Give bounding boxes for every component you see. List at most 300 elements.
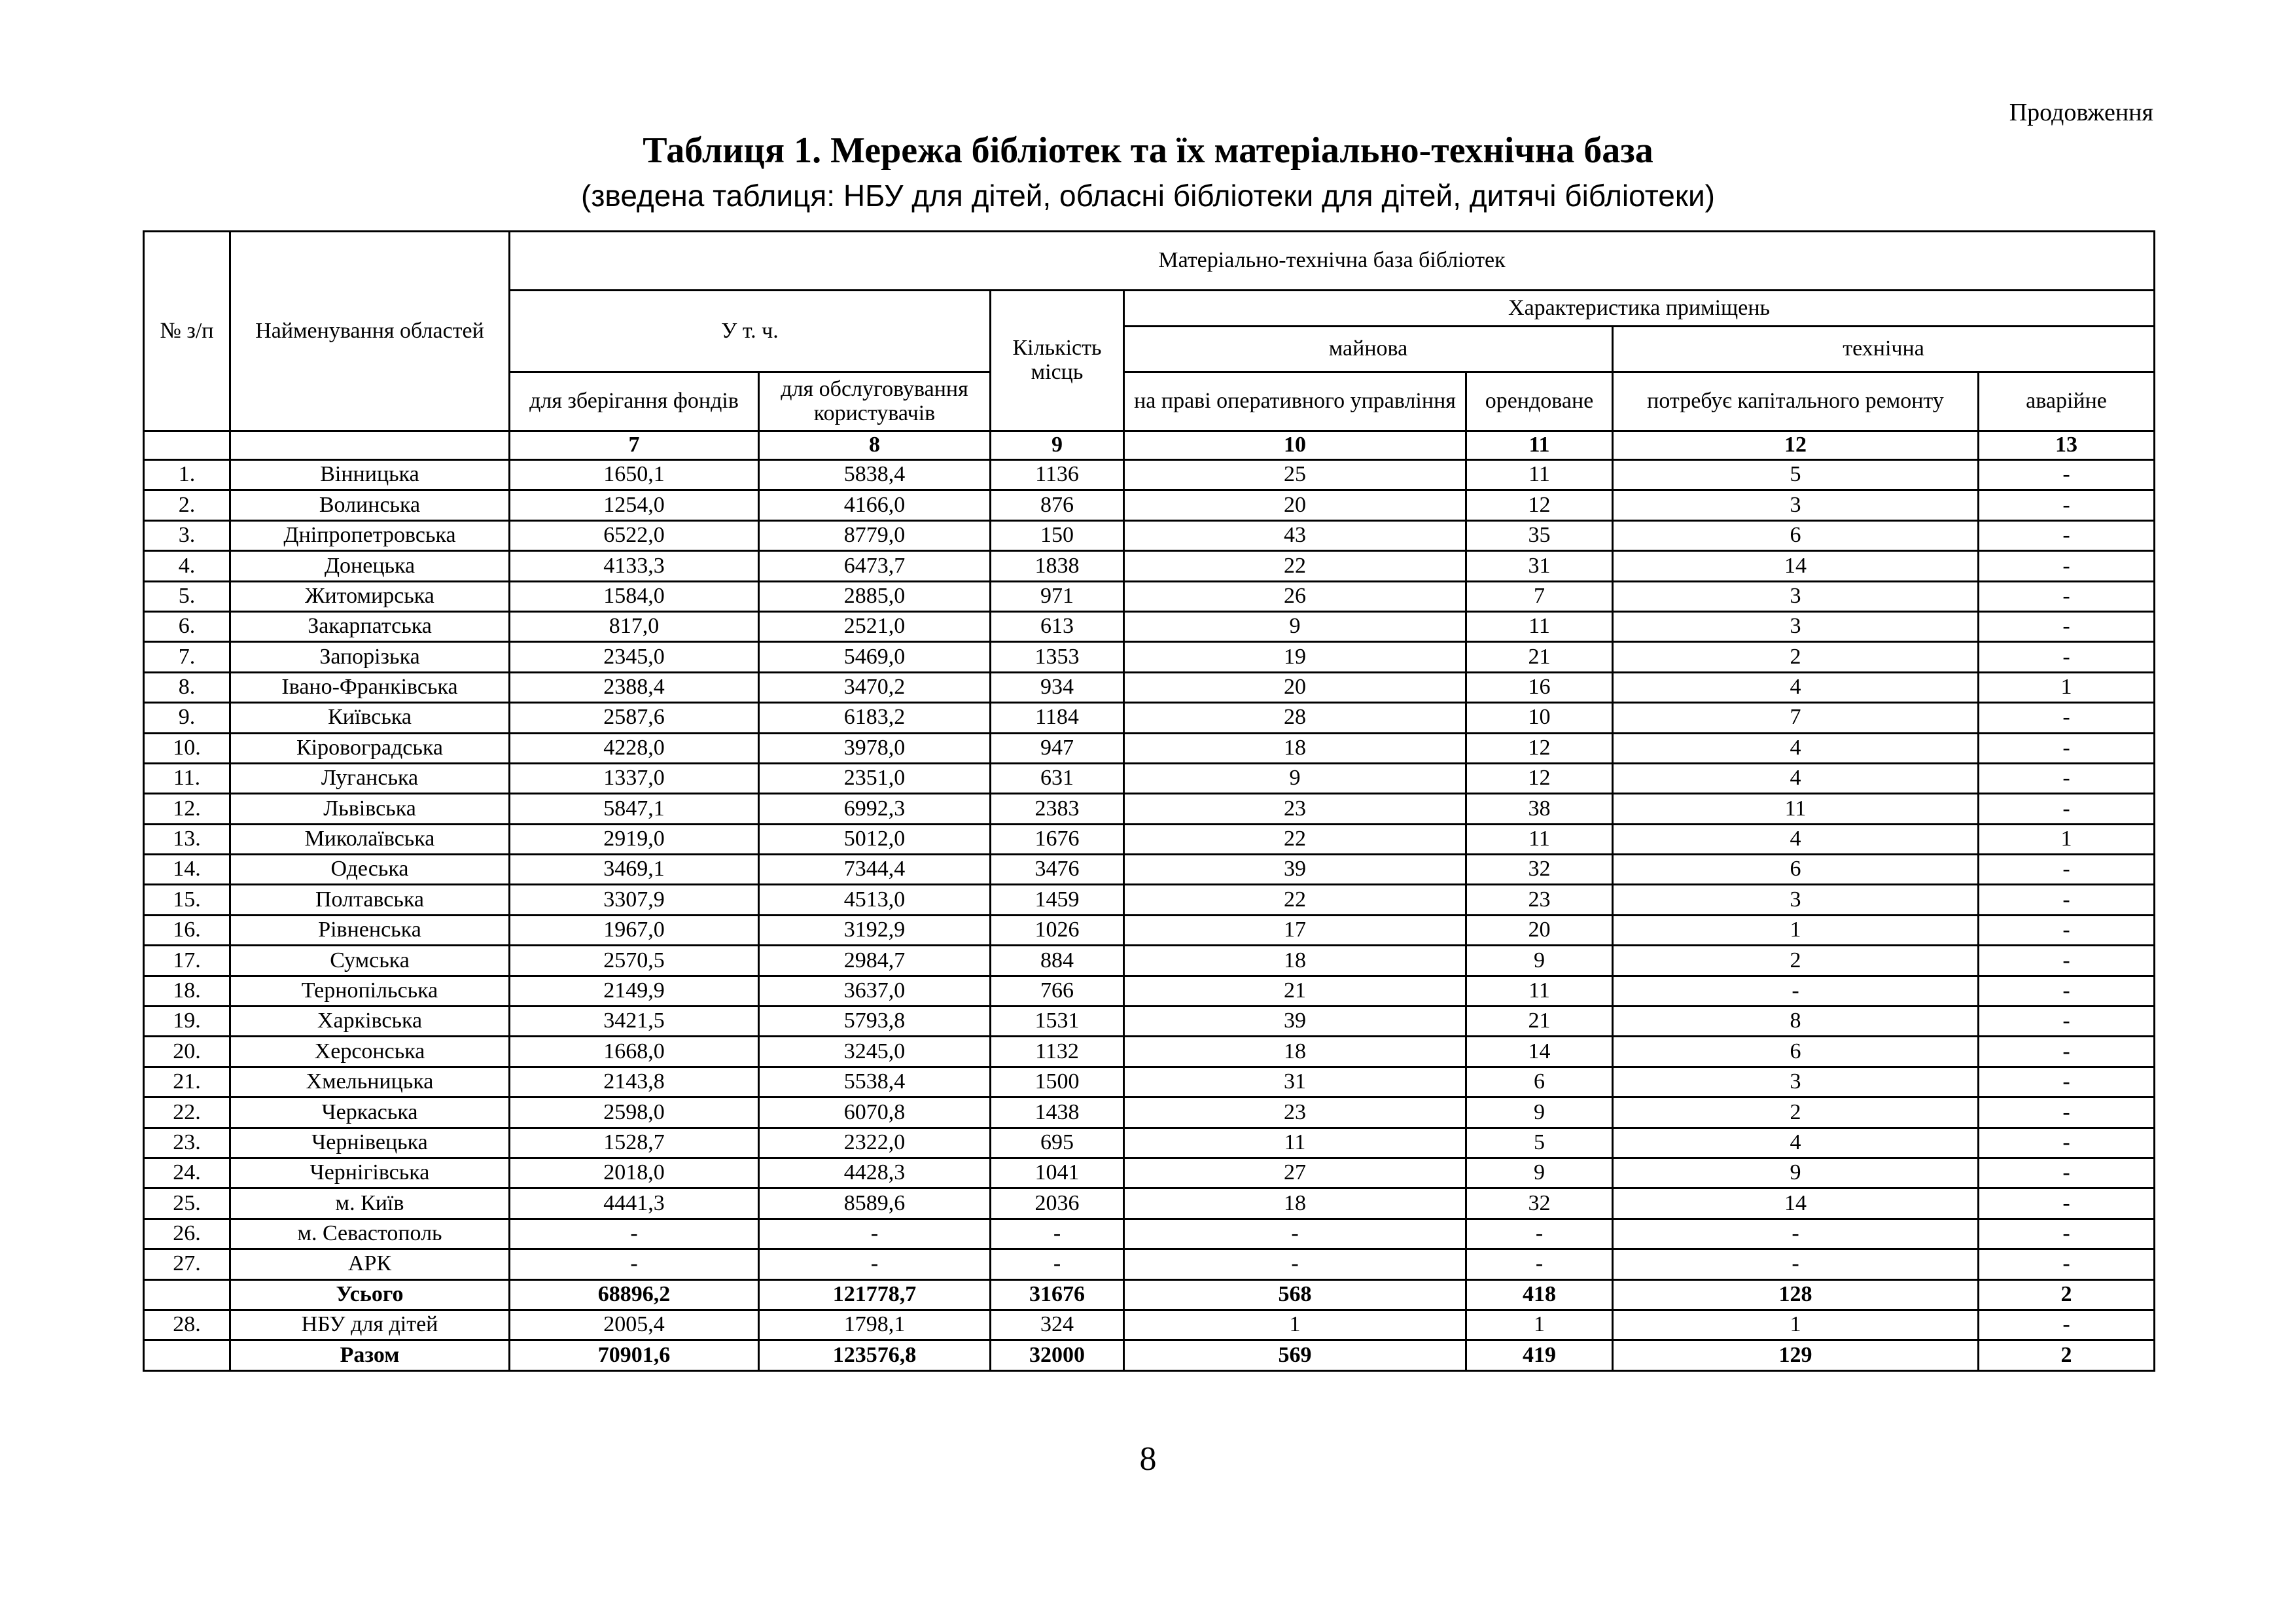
table-row	[144, 976, 2155, 1006]
emergency-count: -	[1979, 976, 2155, 1006]
emergency-count: -	[1979, 611, 2155, 641]
operative-count: 27	[1124, 1158, 1466, 1188]
emergency-count: -	[1979, 581, 2155, 611]
service-area: 2351,0	[759, 763, 991, 793]
table-header	[144, 232, 2155, 460]
region-name: Житомирська	[230, 581, 510, 611]
service-area: 3470,2	[759, 672, 991, 702]
header-storage: для зберігання фондів	[510, 372, 759, 431]
region-name: АРК	[230, 1249, 510, 1279]
table-row	[144, 1310, 2155, 1340]
table-row	[144, 703, 2155, 733]
service-area: 6183,2	[759, 703, 991, 733]
service-area: 5469,0	[759, 642, 991, 672]
region-name: Хмельницька	[230, 1067, 510, 1097]
header-seats: Кількість місць	[991, 291, 1124, 431]
column-number: 9	[991, 431, 1124, 460]
rented-count: 9	[1466, 946, 1613, 976]
row-number: 28.	[144, 1310, 230, 1340]
storage-area: 1528,7	[510, 1128, 759, 1158]
operative-count: 18	[1124, 1037, 1466, 1067]
table-row	[144, 1037, 2155, 1067]
emergency-count: -	[1979, 460, 2155, 490]
operative-count: 18	[1124, 1188, 1466, 1219]
rented-count: 21	[1466, 642, 1613, 672]
region-name: Черкаська	[230, 1097, 510, 1128]
table-row	[144, 1279, 2155, 1310]
region-name: Разом	[230, 1340, 510, 1370]
repair-count: 1	[1613, 915, 1979, 945]
emergency-count: -	[1979, 1219, 2155, 1249]
region-name: м. Севастополь	[230, 1219, 510, 1249]
row-number: 4.	[144, 551, 230, 581]
operative-count: 22	[1124, 885, 1466, 915]
operative-count: 25	[1124, 460, 1466, 490]
seat-count: 695	[991, 1128, 1124, 1158]
table-row	[144, 1128, 2155, 1158]
emergency-count: -	[1979, 520, 2155, 550]
operative-count: 1	[1124, 1310, 1466, 1340]
storage-area: -	[510, 1219, 759, 1249]
storage-area: 2005,4	[510, 1310, 759, 1340]
row-number: 1.	[144, 460, 230, 490]
emergency-count: -	[1979, 551, 2155, 581]
service-area: 6992,3	[759, 794, 991, 824]
seat-count: 1041	[991, 1158, 1124, 1188]
repair-count: 4	[1613, 763, 1979, 793]
row-number: 8.	[144, 672, 230, 702]
seat-count: 1184	[991, 703, 1124, 733]
service-area: 121778,7	[759, 1279, 991, 1310]
seat-count: 1438	[991, 1097, 1124, 1128]
row-number: 2.	[144, 490, 230, 520]
operative-count: 22	[1124, 551, 1466, 581]
operative-count: 28	[1124, 703, 1466, 733]
rented-count: 16	[1466, 672, 1613, 702]
table-row	[144, 794, 2155, 824]
seat-count: 884	[991, 946, 1124, 976]
operative-count: 568	[1124, 1279, 1466, 1310]
emergency-count: -	[1979, 1037, 2155, 1067]
region-name: Чернігівська	[230, 1158, 510, 1188]
region-name: Івано-Франківська	[230, 672, 510, 702]
rented-count: 32	[1466, 1188, 1613, 1219]
emergency-count: 2	[1979, 1279, 2155, 1310]
service-area: 6473,7	[759, 551, 991, 581]
emergency-count: -	[1979, 642, 2155, 672]
service-area: 5538,4	[759, 1067, 991, 1097]
row-number: 16.	[144, 915, 230, 945]
seat-count: 2383	[991, 794, 1124, 824]
operative-count: 23	[1124, 1097, 1466, 1128]
row-number: 26.	[144, 1219, 230, 1249]
row-number: 17.	[144, 946, 230, 976]
seat-count: 31676	[991, 1279, 1124, 1310]
table-row	[144, 763, 2155, 793]
seat-count: 1531	[991, 1007, 1124, 1037]
repair-count: 6	[1613, 520, 1979, 550]
region-name: Волинська	[230, 490, 510, 520]
rented-count: 12	[1466, 490, 1613, 520]
service-area: 4428,3	[759, 1158, 991, 1188]
repair-count: 6	[1613, 855, 1979, 885]
table-row	[144, 490, 2155, 520]
header-technical: технічна	[1613, 327, 2155, 372]
emergency-count: -	[1979, 1067, 2155, 1097]
emergency-count: -	[1979, 763, 2155, 793]
service-area: 5793,8	[759, 1007, 991, 1037]
row-number: 14.	[144, 855, 230, 885]
operative-count: -	[1124, 1219, 1466, 1249]
header-material-base: Матеріально-технічна база бібліотек	[510, 232, 2155, 291]
region-name: Кіровоградська	[230, 733, 510, 763]
operative-count: 11	[1124, 1128, 1466, 1158]
operative-count: 19	[1124, 642, 1466, 672]
storage-area: 2018,0	[510, 1158, 759, 1188]
row-number: 20.	[144, 1037, 230, 1067]
region-name: Луганська	[230, 763, 510, 793]
storage-area: 2919,0	[510, 824, 759, 854]
header-characteristic: Характеристика приміщень	[1124, 291, 2155, 327]
service-area: 2885,0	[759, 581, 991, 611]
table-row	[144, 824, 2155, 854]
emergency-count: -	[1979, 1097, 2155, 1128]
library-network-table	[143, 230, 2155, 1372]
rented-count: 1	[1466, 1310, 1613, 1340]
table-row	[144, 520, 2155, 550]
rented-count: 21	[1466, 1007, 1613, 1037]
seat-count: 150	[991, 520, 1124, 550]
service-area: 3978,0	[759, 733, 991, 763]
column-number: 11	[1466, 431, 1613, 460]
storage-area: 6522,0	[510, 520, 759, 550]
seat-count: 1353	[991, 642, 1124, 672]
storage-area: 2388,4	[510, 672, 759, 702]
repair-count: 4	[1613, 733, 1979, 763]
storage-area: 3307,9	[510, 885, 759, 915]
seat-count: 766	[991, 976, 1124, 1006]
service-area: -	[759, 1249, 991, 1279]
storage-area: 1337,0	[510, 763, 759, 793]
seat-count: -	[991, 1219, 1124, 1249]
row-number: 13.	[144, 824, 230, 854]
seat-count: 1838	[991, 551, 1124, 581]
rented-count: 418	[1466, 1279, 1613, 1310]
row-number: 15.	[144, 885, 230, 915]
operative-count: 23	[1124, 794, 1466, 824]
region-name: Харківська	[230, 1007, 510, 1037]
service-area: 123576,8	[759, 1340, 991, 1370]
rented-count: 11	[1466, 824, 1613, 854]
rented-count: 14	[1466, 1037, 1613, 1067]
region-name: Закарпатська	[230, 611, 510, 641]
rented-count: 38	[1466, 794, 1613, 824]
seat-count: 3476	[991, 855, 1124, 885]
repair-count: 11	[1613, 794, 1979, 824]
seat-count: -	[991, 1249, 1124, 1279]
rented-count: 12	[1466, 733, 1613, 763]
region-name: Київська	[230, 703, 510, 733]
table-row	[144, 1188, 2155, 1219]
storage-area: 1254,0	[510, 490, 759, 520]
repair-count: 129	[1613, 1340, 1979, 1370]
header-no: № з/п	[144, 232, 230, 431]
rented-count: 11	[1466, 460, 1613, 490]
row-number: 6.	[144, 611, 230, 641]
service-area: 2521,0	[759, 611, 991, 641]
rented-count: 7	[1466, 581, 1613, 611]
table-row	[144, 1097, 2155, 1128]
repair-count: 7	[1613, 703, 1979, 733]
seat-count: 631	[991, 763, 1124, 793]
header-rented: орендоване	[1466, 372, 1613, 431]
rented-count: 11	[1466, 976, 1613, 1006]
service-area: 8589,6	[759, 1188, 991, 1219]
operative-count: 9	[1124, 611, 1466, 641]
row-number: 3.	[144, 520, 230, 550]
row-number: 25.	[144, 1188, 230, 1219]
service-area: 5838,4	[759, 460, 991, 490]
repair-count: 3	[1613, 885, 1979, 915]
header-repair: потребує капітального ремонту	[1613, 372, 1979, 431]
service-area: 7344,4	[759, 855, 991, 885]
service-area: 4513,0	[759, 885, 991, 915]
seat-count: 934	[991, 672, 1124, 702]
seat-count: 2036	[991, 1188, 1124, 1219]
emergency-count: -	[1979, 1310, 2155, 1340]
storage-area: -	[510, 1249, 759, 1279]
service-area: 3637,0	[759, 976, 991, 1006]
row-number: 21.	[144, 1067, 230, 1097]
repair-count: -	[1613, 1219, 1979, 1249]
repair-count: 5	[1613, 460, 1979, 490]
repair-count: 8	[1613, 1007, 1979, 1037]
row-number: 12.	[144, 794, 230, 824]
storage-area: 70901,6	[510, 1340, 759, 1370]
operative-count: 43	[1124, 520, 1466, 550]
repair-count: 14	[1613, 551, 1979, 581]
emergency-count: -	[1979, 1007, 2155, 1037]
repair-count: 2	[1613, 946, 1979, 976]
operative-count: 22	[1124, 824, 1466, 854]
row-number: 5.	[144, 581, 230, 611]
repair-count: 3	[1613, 490, 1979, 520]
repair-count: 14	[1613, 1188, 1979, 1219]
column-number: 13	[1979, 431, 2155, 460]
row-number: 9.	[144, 703, 230, 733]
repair-count: 4	[1613, 824, 1979, 854]
header-service: для обслуговування користувачів	[759, 372, 991, 431]
rented-count: 9	[1466, 1158, 1613, 1188]
region-name: Вінницька	[230, 460, 510, 490]
region-name: НБУ для дітей	[230, 1310, 510, 1340]
row-number: 19.	[144, 1007, 230, 1037]
column-number: 12	[1613, 431, 1979, 460]
service-area: 4166,0	[759, 490, 991, 520]
rented-count: 35	[1466, 520, 1613, 550]
column-number: 7	[510, 431, 759, 460]
rented-count: 12	[1466, 763, 1613, 793]
emergency-count: -	[1979, 946, 2155, 976]
repair-count: 4	[1613, 1128, 1979, 1158]
row-number: 7.	[144, 642, 230, 672]
region-name: Усього	[230, 1279, 510, 1310]
seat-count: 1136	[991, 460, 1124, 490]
table-row	[144, 1007, 2155, 1037]
table-row	[144, 855, 2155, 885]
storage-area: 2149,9	[510, 976, 759, 1006]
rented-count: 32	[1466, 855, 1613, 885]
service-area: -	[759, 1219, 991, 1249]
region-name: Львівська	[230, 794, 510, 824]
continued-label: Продовження	[2009, 99, 2153, 126]
operative-count: 31	[1124, 1067, 1466, 1097]
operative-count: 21	[1124, 976, 1466, 1006]
storage-area: 2598,0	[510, 1097, 759, 1128]
emergency-count: -	[1979, 794, 2155, 824]
table-row	[144, 885, 2155, 915]
seat-count: 1459	[991, 885, 1124, 915]
seat-count: 1026	[991, 915, 1124, 945]
seat-count: 324	[991, 1310, 1124, 1340]
repair-count: 4	[1613, 672, 1979, 702]
storage-area: 817,0	[510, 611, 759, 641]
storage-area: 4133,3	[510, 551, 759, 581]
emergency-count: -	[1979, 915, 2155, 945]
seat-count: 613	[991, 611, 1124, 641]
operative-count: 18	[1124, 733, 1466, 763]
service-area: 6070,8	[759, 1097, 991, 1128]
table-row	[144, 672, 2155, 702]
rented-count: 5	[1466, 1128, 1613, 1158]
storage-area: 2345,0	[510, 642, 759, 672]
table-body	[144, 460, 2155, 1371]
emergency-count: 1	[1979, 672, 2155, 702]
table-row	[144, 1340, 2155, 1370]
emergency-count: 2	[1979, 1340, 2155, 1370]
header-operative: на праві оперативного управління	[1124, 372, 1466, 431]
region-name: Херсонська	[230, 1037, 510, 1067]
header-incl: У т. ч.	[510, 291, 991, 372]
storage-area: 4441,3	[510, 1188, 759, 1219]
emergency-count: -	[1979, 1158, 2155, 1188]
repair-count: 1	[1613, 1310, 1979, 1340]
storage-area: 2143,8	[510, 1067, 759, 1097]
column-number: 8	[759, 431, 991, 460]
table-row	[144, 915, 2155, 945]
operative-count: 569	[1124, 1340, 1466, 1370]
row-number: 24.	[144, 1158, 230, 1188]
emergency-count: -	[1979, 885, 2155, 915]
repair-count: 3	[1613, 581, 1979, 611]
storage-area: 68896,2	[510, 1279, 759, 1310]
service-area: 3245,0	[759, 1037, 991, 1067]
operative-count: 39	[1124, 855, 1466, 885]
row-number: 11.	[144, 763, 230, 793]
table-row	[144, 1067, 2155, 1097]
operative-count: 26	[1124, 581, 1466, 611]
region-name: Миколаївська	[230, 824, 510, 854]
service-area: 8779,0	[759, 520, 991, 550]
header-emergency: аварійне	[1979, 372, 2155, 431]
repair-count: 2	[1613, 642, 1979, 672]
rented-count: 23	[1466, 885, 1613, 915]
row-number	[144, 1340, 230, 1370]
table-row	[144, 946, 2155, 976]
rented-count: 10	[1466, 703, 1613, 733]
column-number: 10	[1124, 431, 1466, 460]
table-row	[144, 642, 2155, 672]
emergency-count: -	[1979, 490, 2155, 520]
emergency-count: -	[1979, 703, 2155, 733]
storage-area: 2570,5	[510, 946, 759, 976]
repair-count: -	[1613, 1249, 1979, 1279]
header-property: майнова	[1124, 327, 1613, 372]
rented-count: 31	[1466, 551, 1613, 581]
seat-count: 1132	[991, 1037, 1124, 1067]
storage-area: 2587,6	[510, 703, 759, 733]
repair-count: 128	[1613, 1279, 1979, 1310]
emergency-count: -	[1979, 733, 2155, 763]
page-number: 8	[1139, 1440, 1157, 1478]
operative-count: 20	[1124, 672, 1466, 702]
emergency-count: -	[1979, 855, 2155, 885]
table-subtitle: (зведена таблиця: НБУ для дітей, обласні бібліотеки для дітей, дитячі бібліотеки)	[581, 179, 1715, 213]
row-number: 23.	[144, 1128, 230, 1158]
operative-count: 20	[1124, 490, 1466, 520]
rented-count: 20	[1466, 915, 1613, 945]
header-blank	[230, 431, 510, 460]
region-name: Чернівецька	[230, 1128, 510, 1158]
emergency-count: -	[1979, 1128, 2155, 1158]
header-blank	[144, 431, 230, 460]
seat-count: 971	[991, 581, 1124, 611]
header-name: Найменування областей	[230, 232, 510, 431]
storage-area: 3469,1	[510, 855, 759, 885]
row-number: 27.	[144, 1249, 230, 1279]
operative-count: 17	[1124, 915, 1466, 945]
seat-count: 1676	[991, 824, 1124, 854]
rented-count: 9	[1466, 1097, 1613, 1128]
region-name: Запорізька	[230, 642, 510, 672]
row-number: 10.	[144, 733, 230, 763]
rented-count: 6	[1466, 1067, 1613, 1097]
region-name: м. Київ	[230, 1188, 510, 1219]
operative-count: 18	[1124, 946, 1466, 976]
rented-count: -	[1466, 1249, 1613, 1279]
table-row	[144, 611, 2155, 641]
service-area: 2984,7	[759, 946, 991, 976]
seat-count: 32000	[991, 1340, 1124, 1370]
service-area: 1798,1	[759, 1310, 991, 1340]
seat-count: 947	[991, 733, 1124, 763]
seat-count: 1500	[991, 1067, 1124, 1097]
table-row	[144, 733, 2155, 763]
region-name: Сумська	[230, 946, 510, 976]
service-area: 3192,9	[759, 915, 991, 945]
region-name: Донецька	[230, 551, 510, 581]
seat-count: 876	[991, 490, 1124, 520]
repair-count: -	[1613, 976, 1979, 1006]
repair-count: 3	[1613, 1067, 1979, 1097]
storage-area: 1668,0	[510, 1037, 759, 1067]
row-number	[144, 1279, 230, 1310]
rented-count: 419	[1466, 1340, 1613, 1370]
repair-count: 3	[1613, 611, 1979, 641]
operative-count: 9	[1124, 763, 1466, 793]
rented-count: 11	[1466, 611, 1613, 641]
table-title: Таблиця 1. Мережа бібліотек та їх матеріально-технічна база	[643, 130, 1653, 171]
